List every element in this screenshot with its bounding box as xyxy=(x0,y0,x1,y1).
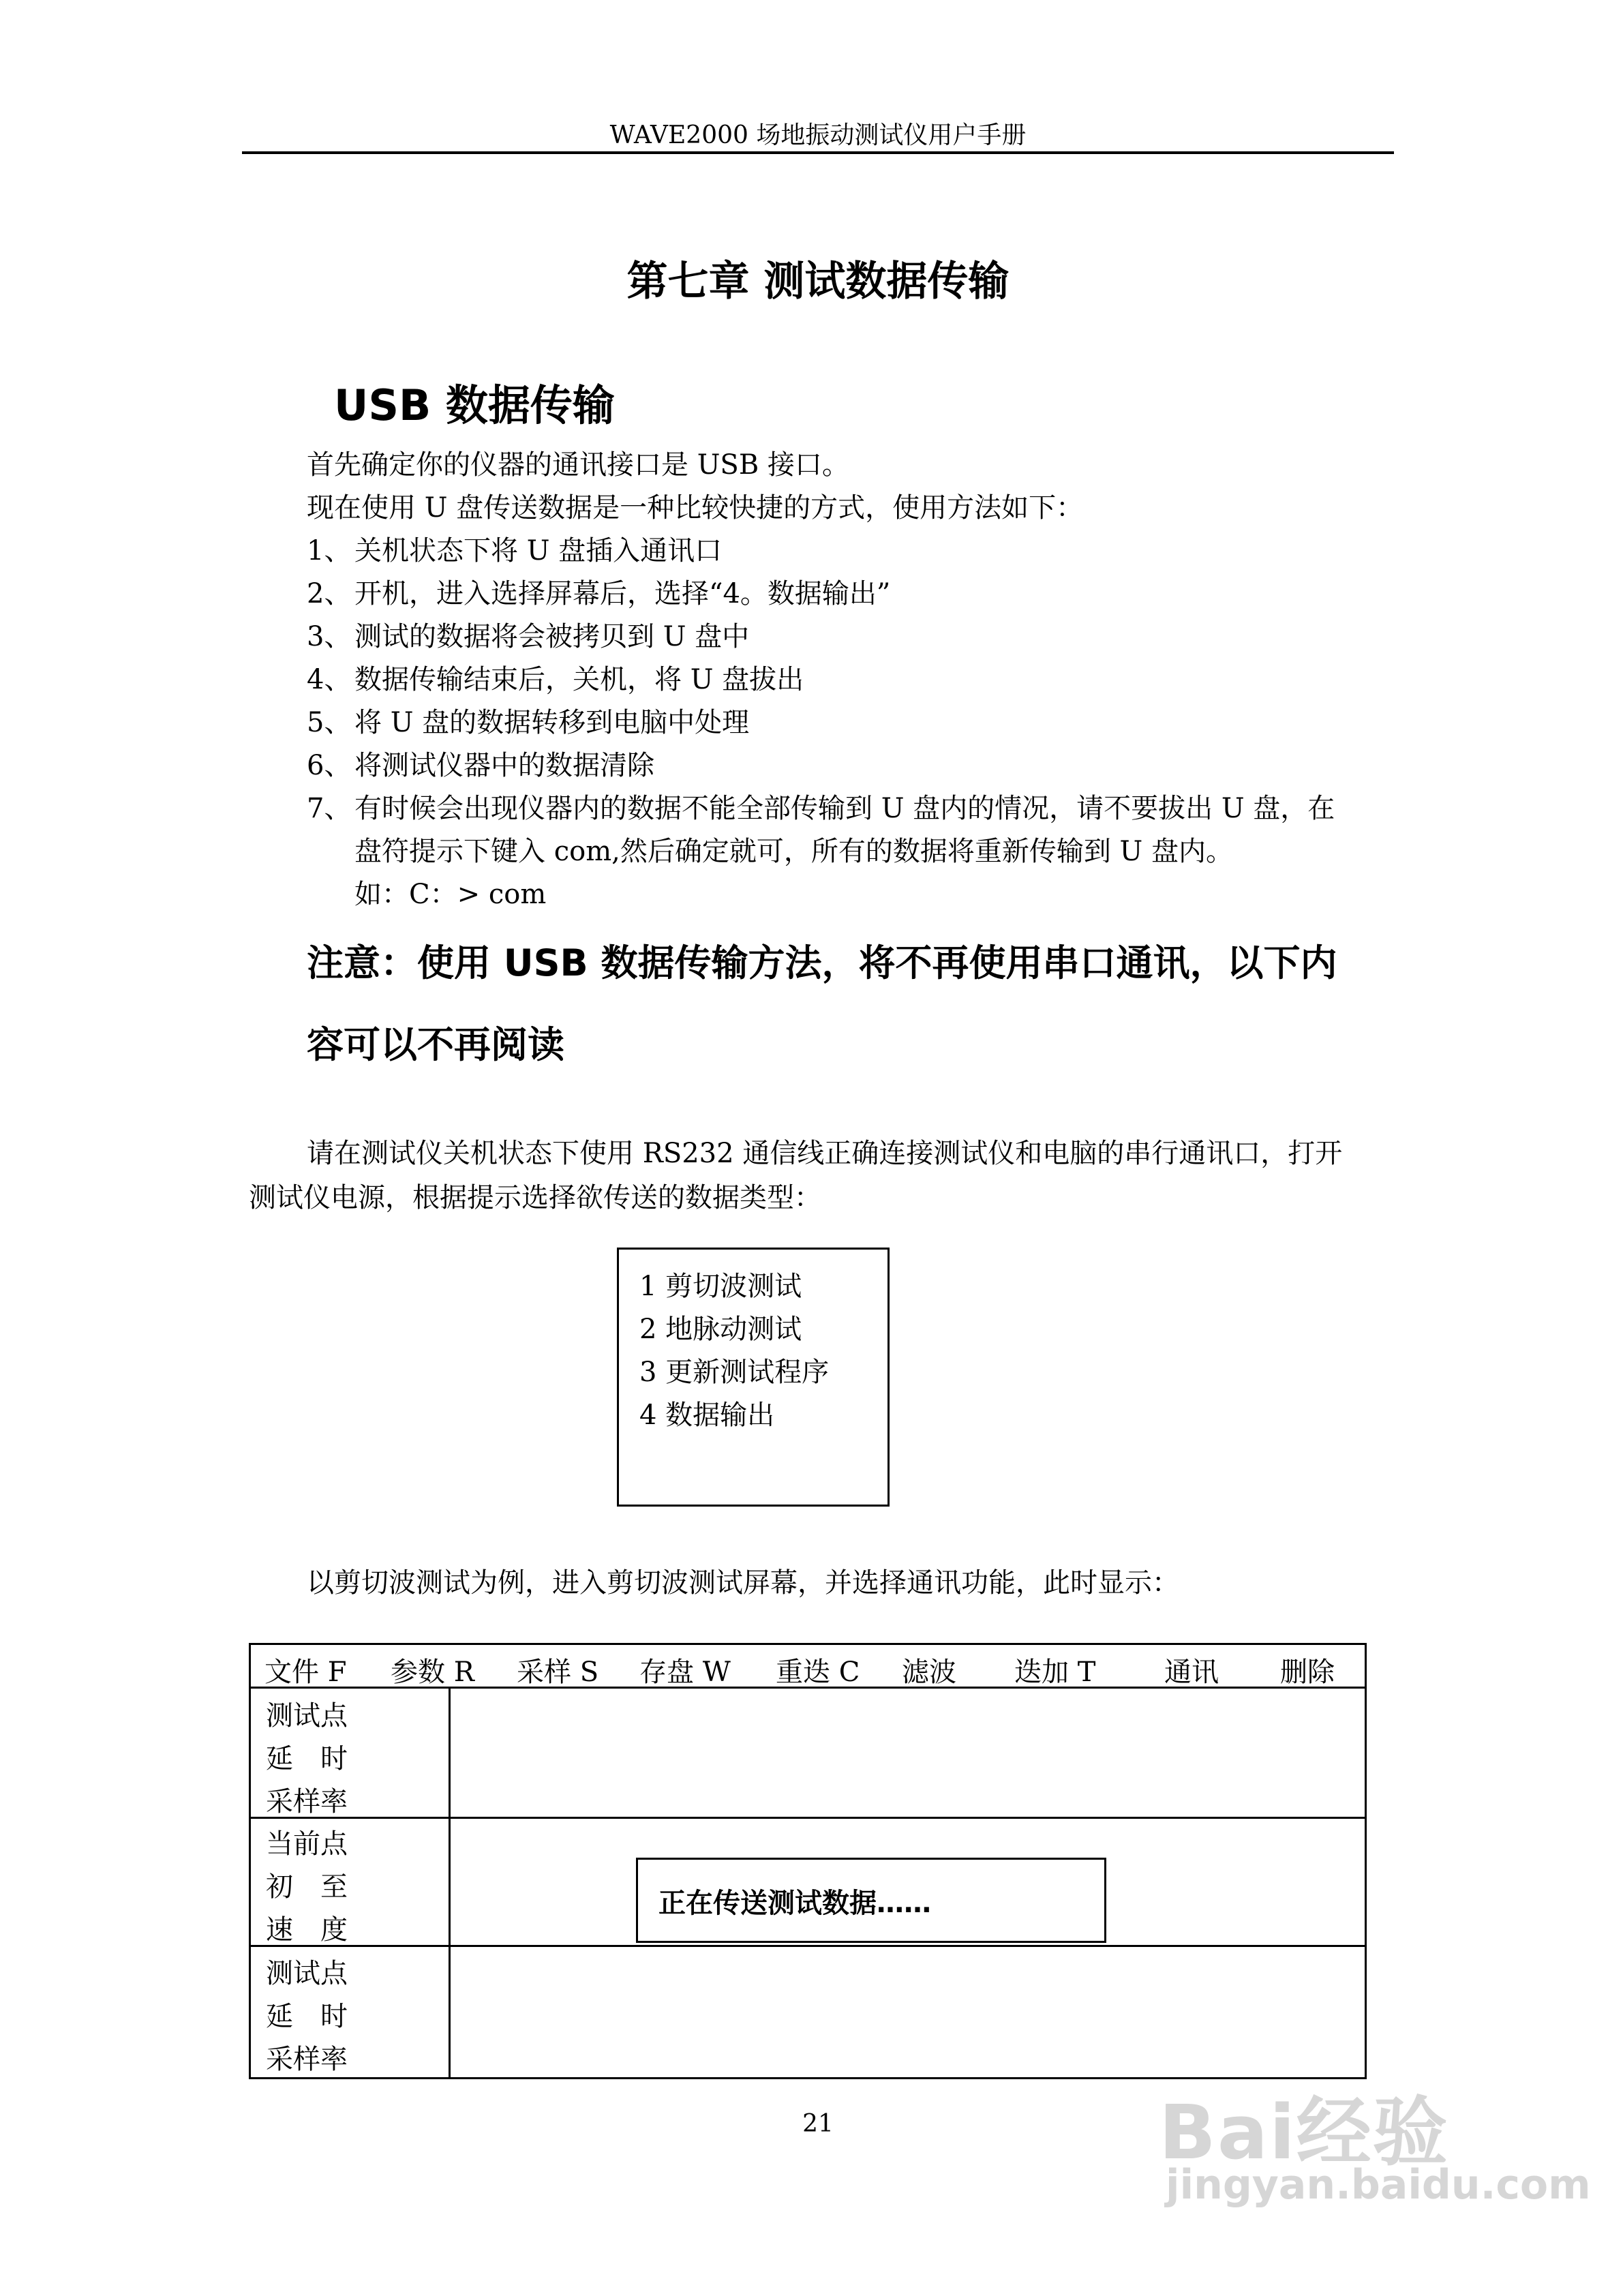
menu-item-microtremor: 2 地脉动测试 xyxy=(639,1314,802,1345)
step-text: 将测试仪器中的数据清除 xyxy=(354,750,654,781)
step-number: 3、 xyxy=(307,621,352,652)
shear-intro: 以剪切波测试为例，进入剪切波测试屏幕，并选择通讯功能，此时显示： xyxy=(307,1567,1179,1599)
menu-filter: 滤波 xyxy=(902,1657,956,1688)
panel3-label: 采样率 xyxy=(266,2044,348,2075)
panel-divider xyxy=(251,1945,1365,1947)
menu-item-data-output: 4 数据输出 xyxy=(639,1400,775,1431)
step-number: 1、 xyxy=(307,535,352,567)
menu-comm: 通讯 xyxy=(1164,1657,1219,1688)
notice-line-1: 注意：使用 USB 数据传输方法，将不再使用串口通讯，以下内 xyxy=(307,941,1337,984)
screen-menubar xyxy=(251,1645,1365,1689)
step-text: 数据传输结束后，关机，将 U 盘拔出 xyxy=(354,664,804,695)
transfer-status-dialog xyxy=(636,1858,1106,1943)
step-7-example: 如：C：> com xyxy=(354,879,547,910)
page-number: 21 xyxy=(802,2110,834,2138)
step-number: 6、 xyxy=(307,750,352,781)
step-text: 有时候会出现仪器内的数据不能全部传输到 U 盘内的情况，请不要拔出 U 盘，在 xyxy=(354,793,1335,824)
header-divider xyxy=(242,151,1394,154)
menu-params: 参数 R xyxy=(391,1657,474,1688)
panel2-label: 速 度 xyxy=(266,1914,348,1946)
intro-line-1: 首先确定你的仪器的通讯接口是 USB 接口。 xyxy=(307,449,849,481)
menu-sampling: 采样 S xyxy=(517,1657,599,1688)
notice-line-2: 容可以不再阅读 xyxy=(307,1023,564,1066)
panel3-label: 测试点 xyxy=(266,1958,348,1989)
transfer-status-text: 正在传送测试数据…… xyxy=(658,1888,931,1919)
step-number: 4、 xyxy=(307,664,352,695)
baidu-watermark-url: jingyan.baidu.com xyxy=(1166,2161,1591,2209)
device-screen xyxy=(249,1643,1367,2079)
intro-line-2: 现在使用 U 盘传送数据是一种比较快捷的方式，使用方法如下： xyxy=(307,492,1084,524)
menu-overlap: 重迭 C xyxy=(776,1657,860,1688)
step-text: 开机，进入选择屏幕后，选择“4。数据输出” xyxy=(354,578,891,609)
panel1-label: 测试点 xyxy=(266,1700,348,1732)
step-number: 7、 xyxy=(307,793,352,824)
step-7-continuation: 盘符提示下键入 com,然后确定就可，所有的数据将重新传输到 U 盘内。 xyxy=(354,836,1233,867)
menu-delete: 删除 xyxy=(1280,1657,1335,1688)
device-menu-box xyxy=(617,1248,890,1507)
panel3-label: 延 时 xyxy=(266,2001,348,2032)
step-text: 将 U 盘的数据转移到电脑中处理 xyxy=(354,707,750,738)
menu-item-update-program: 3 更新测试程序 xyxy=(639,1357,830,1388)
step-text: 测试的数据将会被拷贝到 U 盘中 xyxy=(354,621,750,652)
menu-stack: 迭加 T xyxy=(1014,1657,1096,1688)
section-title: USB 数据传输 xyxy=(334,380,615,430)
step-number: 5、 xyxy=(307,707,352,738)
rs232-line-1: 请在测试仪关机状态下使用 RS232 通信线正确连接测试仪和电脑的串行通讯口，打开 xyxy=(307,1138,1343,1169)
chapter-title: 第七章 测试数据传输 xyxy=(626,258,1010,305)
step-number: 2、 xyxy=(307,578,352,609)
panel-divider xyxy=(251,1817,1365,1819)
menu-file: 文件 F xyxy=(264,1657,347,1688)
panel2-label: 初 至 xyxy=(266,1871,348,1903)
step-text: 关机状态下将 U 盘插入通讯口 xyxy=(354,535,723,567)
panel2-label: 当前点 xyxy=(266,1828,348,1860)
baidu-watermark-logo: Bai经验 xyxy=(1159,2089,1449,2176)
rs232-line-2: 测试仪电源，根据提示选择欲传送的数据类型： xyxy=(249,1182,821,1213)
panel1-label: 采样率 xyxy=(266,1786,348,1817)
running-header: WAVE2000 场地振动测试仪用户手册 xyxy=(609,121,1027,149)
menu-save: 存盘 W xyxy=(639,1657,731,1688)
panel1-label: 延 时 xyxy=(266,1743,348,1774)
menu-item-shear-wave: 1 剪切波测试 xyxy=(639,1271,802,1302)
